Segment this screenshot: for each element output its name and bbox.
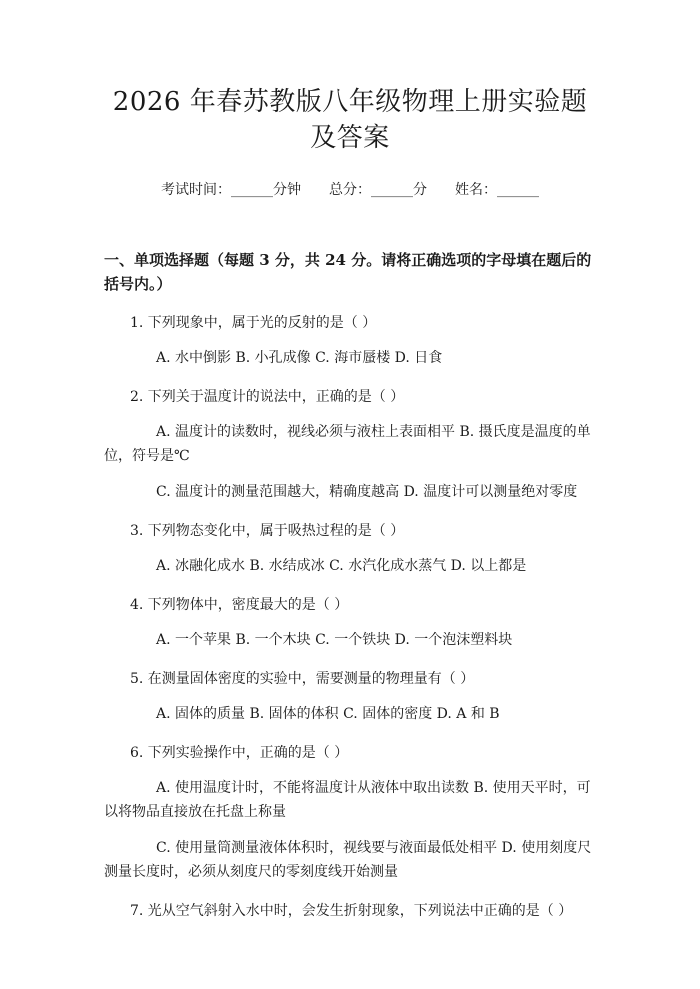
question-options: A. 使用温度计时，不能将温度计从液体中取出读数 B. 使用天平时，可以将物品直接放在托盘上称量 <box>104 780 591 820</box>
question-options: A. 冰融化成水 B. 水结成冰 C. 水汽化成水蒸气 D. 以上都是 <box>156 558 527 574</box>
question-options: A. 固体的质量 B. 固体的体积 C. 固体的密度 D. A 和 B <box>156 706 500 722</box>
section-heading: 一、单项选择题（每题 3 分，共 24 分。请将正确选项的字母填在题后的括号内。） <box>104 251 592 293</box>
question-stem: 7. 光从空气斜射入水中时，会发生折射现象，下列说法中正确的是（ ） <box>130 903 573 919</box>
question-options: A. 水中倒影 B. 小孔成像 C. 海市蜃楼 D. 日食 <box>156 350 443 366</box>
question-stem: 2. 下列关于温度计的说法中，正确的是（ ） <box>130 389 405 405</box>
exam-name: 姓名：______ <box>455 182 539 198</box>
question-options: A. 温度计的读数时，视线必须与液柱上表面相平 B. 摄氏度是温度的单位，符号是℃ <box>104 424 591 464</box>
question-stem: 6. 下列实验操作中，正确的是（ ） <box>130 745 349 761</box>
question-stem: 1. 下列现象中，属于光的反射的是（ ） <box>130 315 377 331</box>
question-stem: 5. 在测量固体密度的实验中，需要测量的物理量有（ ） <box>130 671 475 687</box>
question-options: A. 一个苹果 B. 一个木块 C. 一个铁块 D. 一个泡沫塑料块 <box>156 632 513 648</box>
question-stem: 3. 下列物态变化中，属于吸热过程的是（ ） <box>130 523 405 539</box>
page-title: 2026 年春苏教版八年级物理上册实验题及答案 <box>112 87 588 153</box>
exam-meta <box>104 180 596 200</box>
exam-time: 考试时间：______分钟 <box>161 182 301 198</box>
question-stem: 4. 下列物体中，密度最大的是（ ） <box>130 597 349 613</box>
document-page <box>0 84 700 989</box>
question-options: C. 温度计的测量范围越大，精确度越高 D. 温度计可以测量绝对零度 <box>156 484 578 500</box>
question-options: C. 使用量筒测量液体体积时，视线要与液面最低处相平 D. 使用刻度尺测量长度时，必须从刻度尺的零刻度线开始测量 <box>104 840 592 880</box>
exam-score: 总分：______分 <box>329 182 427 198</box>
